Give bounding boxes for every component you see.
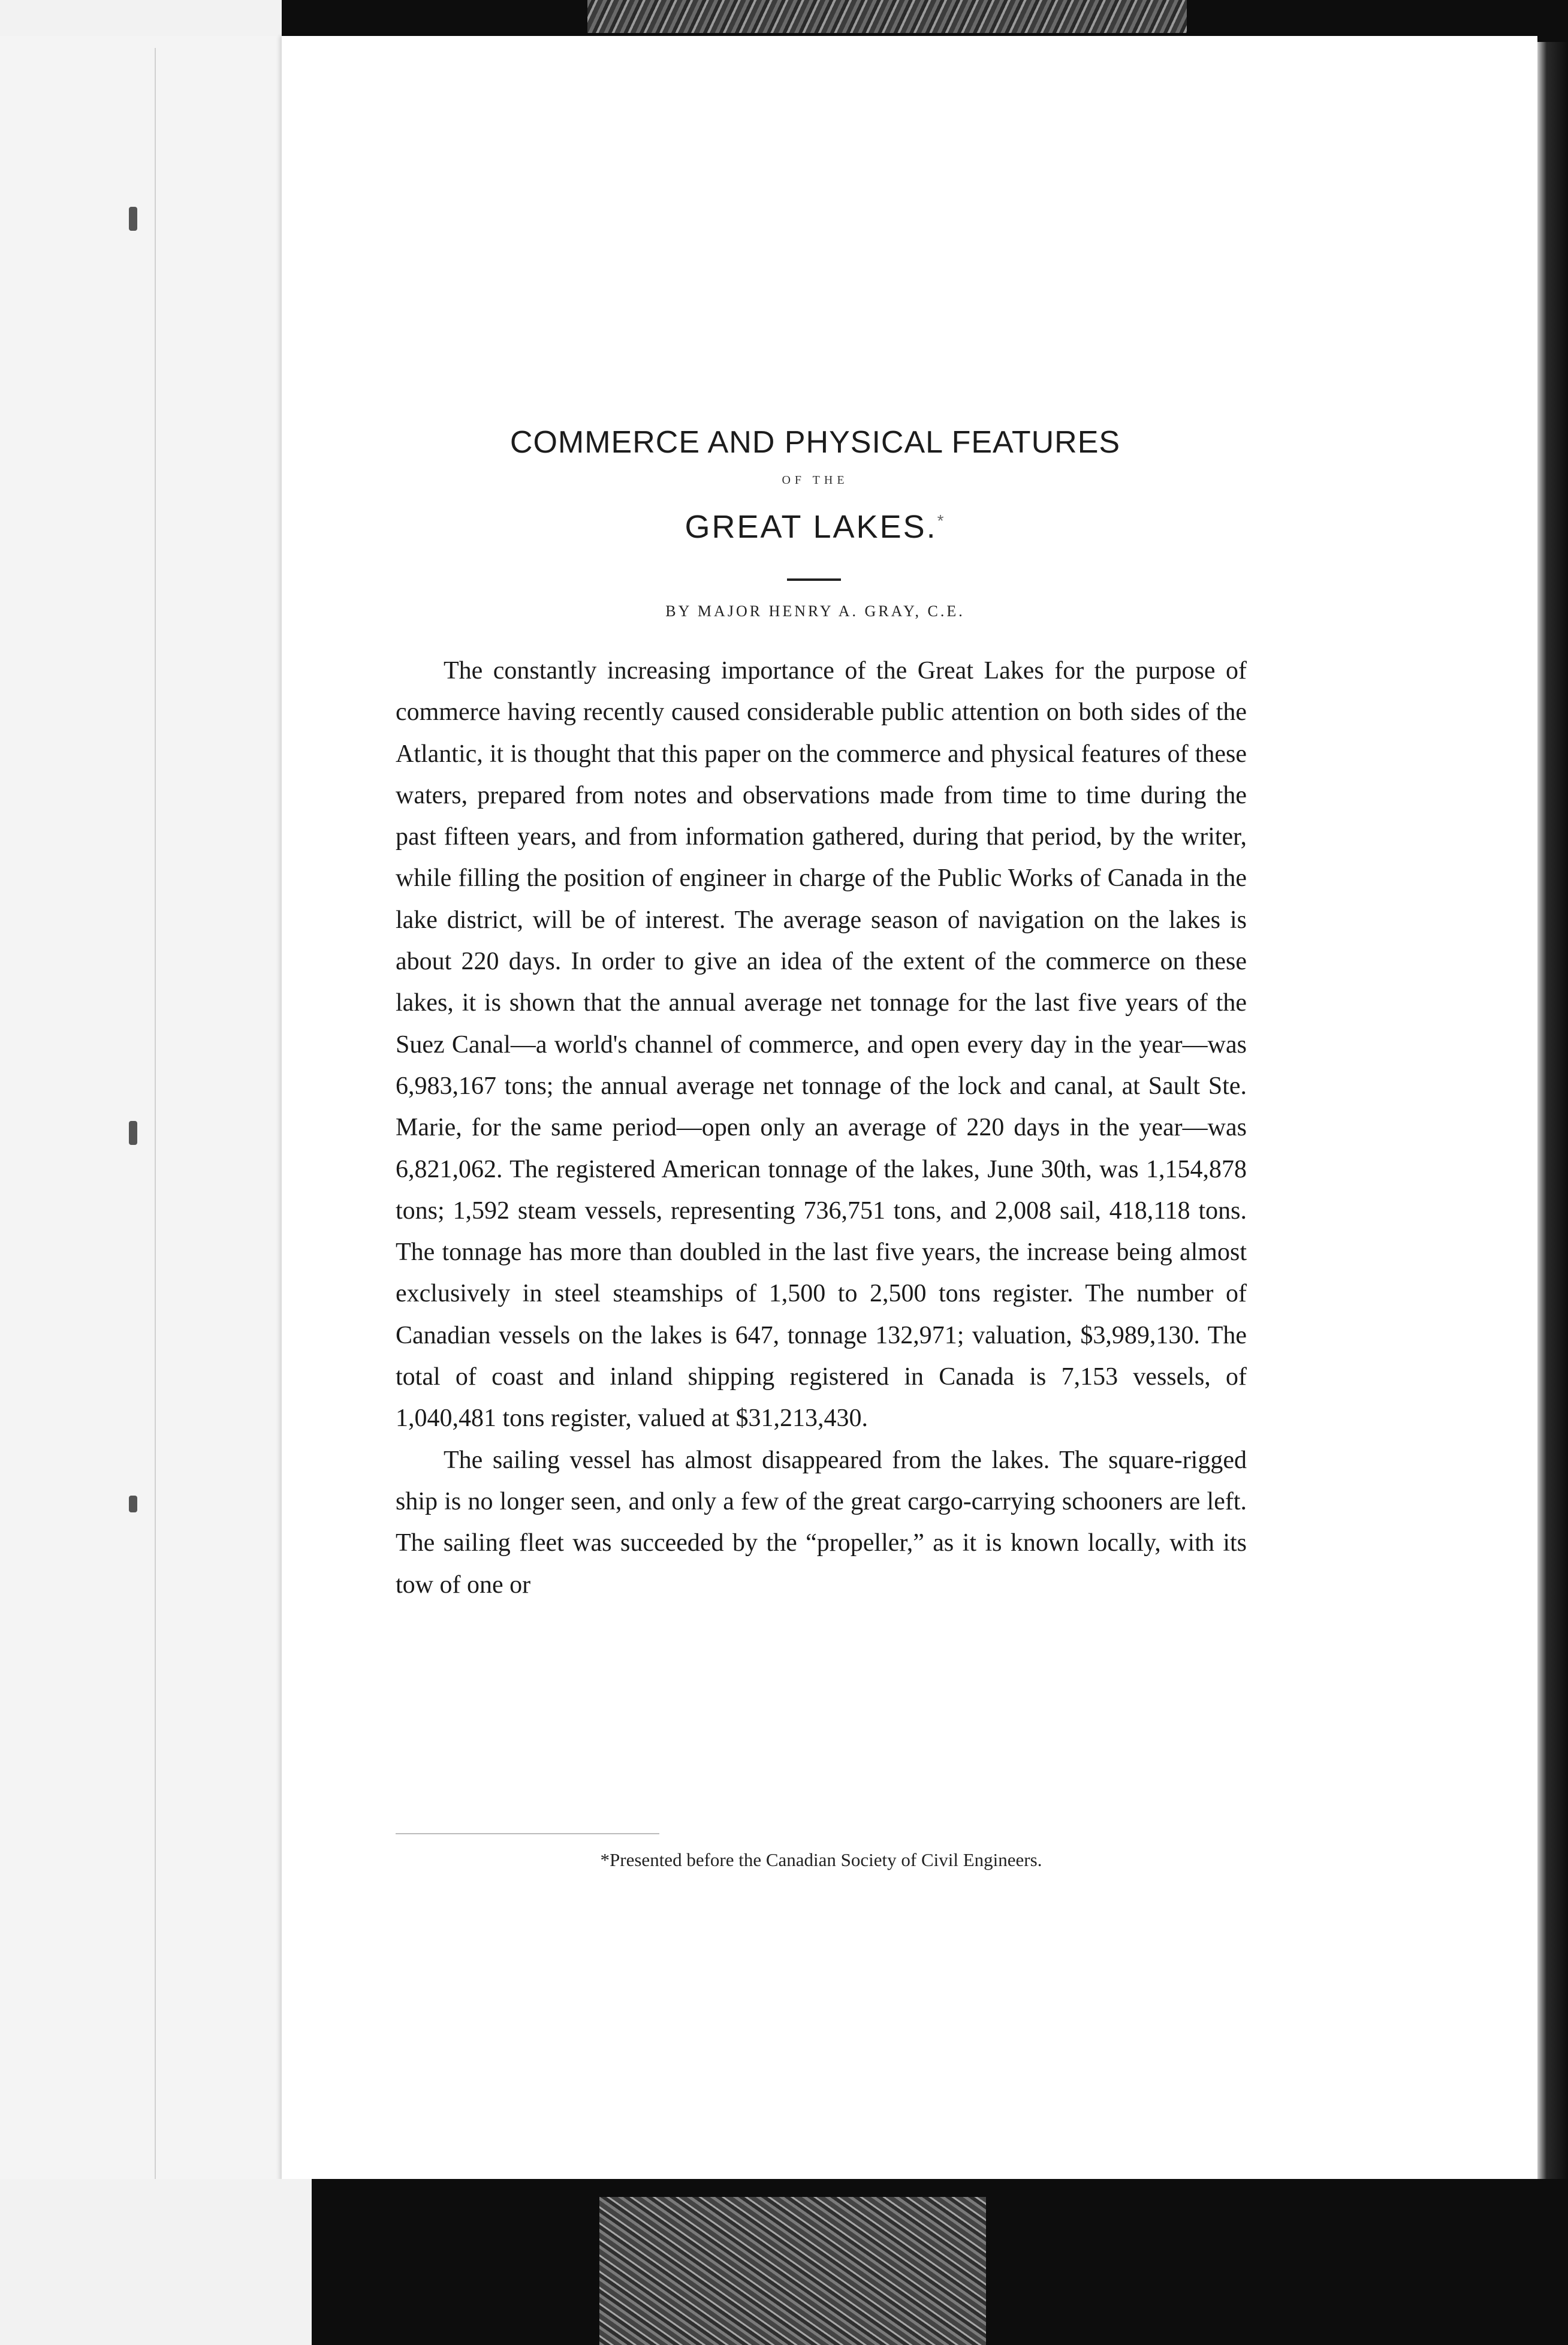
gutter-mark	[129, 1496, 137, 1512]
title-rule	[787, 578, 841, 581]
left-page-gutter	[0, 36, 282, 2182]
footnote-marker: *	[937, 511, 946, 530]
article-subtitle	[396, 508, 1235, 545]
gutter-mark	[129, 207, 137, 231]
article-title: COMMERCE AND PHYSICAL FEATURES	[509, 425, 1121, 460]
article-subtitle-text: GREAT LAKES.	[685, 509, 937, 545]
left-page-edge	[155, 48, 156, 2182]
body-paragraph: The constantly increasing importance of the Great Lakes for the purpose of commerce having recently caused considerable public attention on both sides of the Atlantic, it is thought that this paper on the commerce and physical features of these waters, prepared from notes and observations made from time to time during the past fifteen years, and from information gathered, during that period, by the writer, while filling the position of engineer in charge of the Public Works of Canada in the lake district, will be of interest. The average season of navigation on the lakes is about 220 days. In order to give an idea of the extent of the commerce on these lakes, it is shown that the annual average net tonnage for the last five years of the Suez Canal—a world's channel of commerce, and open every day in the year—was 6,983,167 tons; the annual average net tonnage of the lock and canal, at Sault Ste. Marie, for the same period—open only an average of 220 days in the year—was 6,821,062. The registered American tonnage of the lakes, June 30th, was 1,154,878 tons; 1,592 steam vessels, representing 736,751 tons, and 2,008 sail, 418,118 tons. The tonnage has more than doubled in the last five years, the increase being almost exclusively in steel steamships of 1,500 to 2,500 tons register. The number of Canadian vessels on the lakes is 647, tonnage 132,971; valuation, $3,989,130. The total of coast and inland shipping registered in Canada is 7,153 vessels, of 1,040,481 tons register, valued at $31,213,430.	[396, 657, 1247, 1433]
article-connector: OF THE	[782, 474, 849, 487]
scan-texture-bottom	[599, 2197, 986, 2345]
footnote: *Presented before the Canadian Society of Civil Engineers.	[600, 1849, 1042, 1870]
scan-texture-top	[587, 0, 1187, 33]
scan-border-right	[1537, 42, 1568, 2179]
author-byline: BY MAJOR HENRY A. GRAY, C.E.	[665, 602, 965, 620]
gutter-mark	[129, 1121, 137, 1145]
article-body	[396, 650, 1247, 1606]
body-paragraph: The sailing vessel has almost disappeared from the lakes. The square-rigged ship is no longer seen, and only a few of the great cargo-carrying schooners are left. The sailing fleet was succeeded by the “propeller,” as it is known locally, with its tow of one or	[396, 1446, 1247, 1599]
footnote-rule	[396, 1833, 659, 1834]
scan-border-bottom-left	[0, 2179, 312, 2345]
